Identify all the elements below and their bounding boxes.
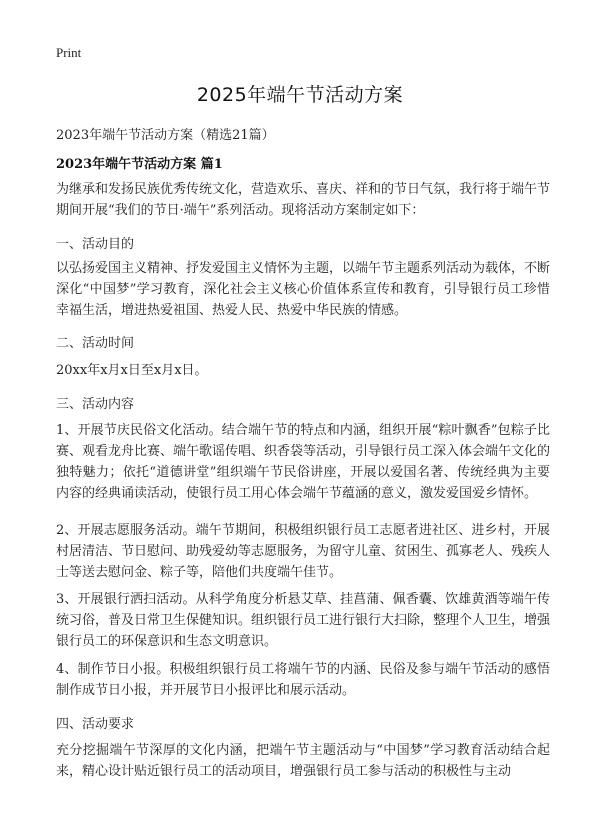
heading-purpose: 一、活动目的 bbox=[56, 237, 135, 252]
page-title: 2025年端午节活动方案 bbox=[196, 84, 404, 106]
content-item-3: 3、开展银行洒扫活动。从科学角度分析悬艾草、挂菖蒲、佩香囊、饮雄黄酒等端午传统习俗，普及日常卫生保健知识。组织银行员工进行银行大扫除，整理个人卫生，增强银行员工的环保意识和生态文明意识。 bbox=[56, 592, 551, 649]
document-subtitle: 2023年端午节活动方案（精选21篇） bbox=[56, 128, 275, 143]
intro-paragraph: 为继承和发扬民族优秀传统文化，营造欢乐、喜庆、祥和的节日气氛，我行将于端午节期间开展“我们的节日·端午”系列活动。现将活动方案制定如下： bbox=[56, 182, 551, 218]
section-heading: 2023年端午节活动方案 篇1 bbox=[56, 157, 223, 172]
content-item-1: 1、开展节庆民俗文化活动。结合端午节的特点和内涵，组织开展“粽叶飘香”包粽子比赛、观看龙舟比赛、端午歌谣传唱、织香袋等活动，引导银行员工深入体会端午文化的独特魅力；依托“道德讲堂”组织端午节民俗讲座，开展以爱国名著、传统经典为主要内容的经典诵读活动，使银行员工用心体会端午节蕴涵的意义，激发爱国爱乡情怀。 bbox=[56, 423, 551, 501]
content-item-2: 2、开展志愿服务活动。端午节期间，积极组织银行员工志愿者进社区、进乡村，开展村居清洁、节日慰问、助残爱幼等志愿服务，为留守儿童、贫困生、孤寡老人、残疾人士等送去慰问金、粽子等，陪他们共度端午佳节。 bbox=[56, 523, 551, 580]
content-item-4: 4、制作节日小报。积极组织银行员工将端午节的内涵、民俗及参与端午节活动的感悟制作成节日小报，并开展节日小报评比和展示活动。 bbox=[56, 662, 550, 698]
purpose-paragraph: 以弘扬爱国主义精神、抒发爱国主义情怀为主题，以端午节主题系列活动为载体，不断深化“中国梦”学习教育，深化社会主义核心价值体系宣传和教育，引导银行员工珍惜幸福生活，增进热爱祖国、热爱人民、热爱中华民族的情感。 bbox=[56, 261, 551, 318]
heading-content: 三、活动内容 bbox=[56, 397, 135, 412]
time-paragraph: 20xx年x月x日至x月x日。 bbox=[56, 363, 208, 378]
heading-requirements: 四、活动要求 bbox=[56, 717, 135, 732]
heading-time: 二、活动时间 bbox=[56, 336, 135, 351]
print-link[interactable]: Print bbox=[56, 45, 82, 60]
requirements-paragraph: 充分挖掘端午节深厚的文化内涵，把端午节主题活动与“中国梦”学习教育活动结合起来，精心设计贴近银行员工的活动项目，增强银行员工参与活动的积极性与主动 bbox=[56, 743, 550, 779]
